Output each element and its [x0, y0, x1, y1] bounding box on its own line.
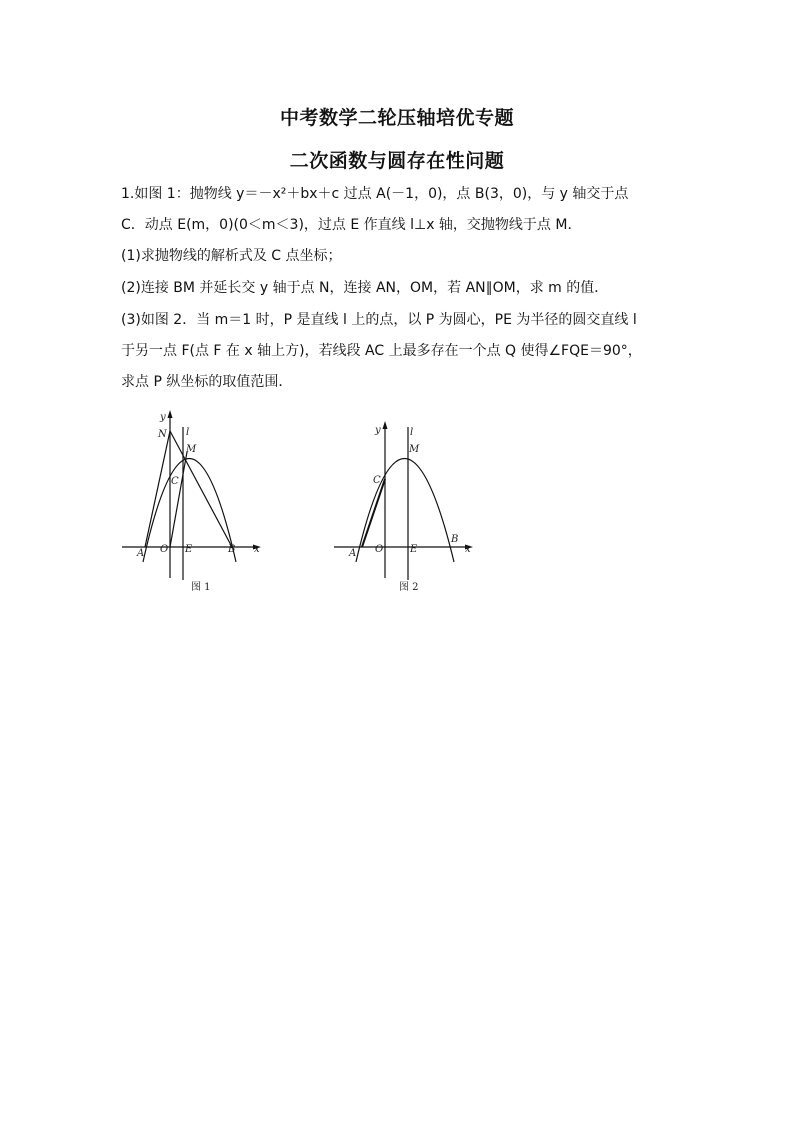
- page-title: 中考数学二轮压轴培优专题: [279, 107, 514, 129]
- fig1-line-NB: [170, 431, 232, 547]
- fig1-line-AN: [145, 431, 170, 547]
- fig2-label-l: l: [410, 427, 414, 438]
- fig1-label-B: B: [228, 544, 236, 555]
- problem-line-7: 求点 P 纵坐标的取值范围．: [121, 374, 293, 390]
- fig2-y-arrow: [383, 421, 388, 429]
- problem-line-1: 1.如图 1：抛物线 y＝－x²＋bx＋c 过点 A(－1，0)，点 B(3，0)，与 y 轴交于点: [121, 186, 629, 202]
- fig1-label-l: l: [186, 427, 190, 438]
- problem-line-4: (2)连接 BM 并延长交 y 轴于点 N，连接 AN，OM，若 AN∥OM，求 m 的值．: [121, 280, 609, 296]
- fig2-label-M: M: [409, 444, 420, 455]
- fig2-label-y: y: [375, 425, 381, 436]
- fig1-label-N: N: [158, 429, 167, 440]
- problem-line-6: 于另一点 F(点 F 在 x 轴上方)，若线段 AC 上最多存在一个点 Q 使得∠FQE＝90°，: [121, 343, 642, 359]
- fig2-label-C: C: [373, 475, 381, 486]
- problem-line-2: C．动点 E(m，0)(0＜m＜3)，过点 E 作直线 l⊥x 轴，交抛物线于点 M．: [121, 217, 582, 233]
- fig2-segment-AC: [362, 479, 385, 547]
- fig1-line-OM: [170, 452, 187, 547]
- fig1-label-E: E: [185, 544, 193, 555]
- fig1-y-arrow: [168, 410, 173, 418]
- fig1-label-x: x: [254, 544, 260, 555]
- fig1-label-O: O: [160, 544, 169, 555]
- fig2-label-B: B: [451, 534, 459, 545]
- fig2-label-A: A: [349, 548, 357, 559]
- fig2-label-x: x: [465, 544, 471, 555]
- fig1-label-A: A: [137, 548, 145, 559]
- problem-line-3: (1)求抛物线的解析式及 C 点坐标；: [121, 248, 342, 264]
- fig1-caption: 图 1: [191, 582, 211, 593]
- page-subtitle: 二次函数与圆存在性问题: [289, 150, 505, 172]
- problem-line-5: (3)如图 2．当 m＝1 时，P 是直线 l 上的点，以 P 为圆心，PE 为半径的圆交直线 l: [121, 312, 637, 328]
- fig2-label-O: O: [375, 544, 384, 555]
- fig2-label-E: E: [410, 544, 418, 555]
- fig1-label-C: C: [171, 476, 179, 487]
- fig1-label-M: M: [186, 444, 197, 455]
- fig2-caption: 图 2: [399, 582, 419, 593]
- fig1-label-y: y: [160, 412, 166, 423]
